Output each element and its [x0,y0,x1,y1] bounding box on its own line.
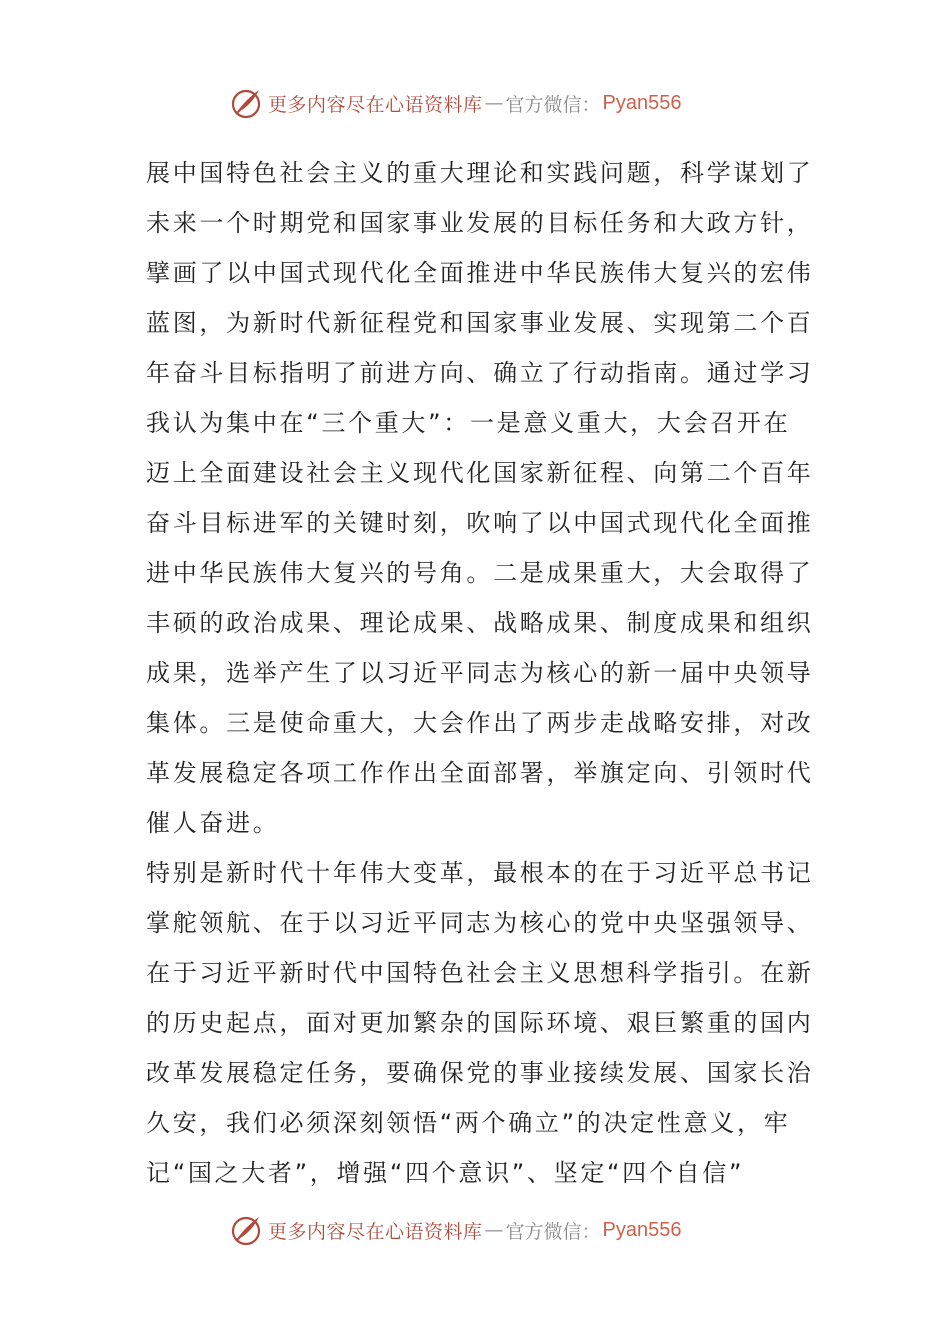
watermark-wechat-label: 官方微信： [505,1220,601,1243]
watermark-text: 更多内容尽在心语资料库 [268,1220,483,1243]
text-line: 成果，选举产生了以习近平同志为核心的新一届中央领导 [146,659,814,687]
text-line: 集体。三是使命重大，大会作出了两步走战略安排，对改 [146,709,814,737]
text-line: 展中国特色社会主义的重大理论和实践问题，科学谋划了 [146,159,814,187]
document-body [146,148,814,1198]
quill-logo-icon [228,85,264,121]
quill-logo-icon [228,1212,264,1248]
text-line: 革发展稳定各项工作作出全面部署，举旗定向、引领时代 [146,759,814,787]
text-line: 擘画了以中国式现代化全面推进中华民族伟大复兴的宏伟 [146,259,814,287]
text-line: 我认为集中在“三个重大”：一是意义重大，大会召开在 [146,409,791,437]
text-line: 在于习近平新时代中国特色社会主义思想科学指引。在新 [146,959,814,987]
text-line: 丰硕的政治成果、理论成果、战略成果、制度成果和组织 [146,609,814,637]
watermark-wechat-id: Pyan556 [602,91,682,114]
text-line: 改革发展稳定任务，要确保党的事业接续发展、国家长治 [146,1059,814,1087]
watermark-wechat-id: Pyan556 [602,1218,682,1241]
watermark-text: 更多内容尽在心语资料库 [268,93,483,116]
watermark-separator: — [484,1219,504,1241]
text-line: 年奋斗目标指明了前进方向、确立了行动指南。通过学习 [146,359,814,387]
text-line: 未来一个时期党和国家事业发展的目标任务和大政方针， [146,209,814,237]
watermark-separator: — [484,92,504,114]
text-line: 迈上全面建设社会主义现代化国家新征程、向第二个百年 [146,459,814,487]
text-line: 掌舵领航、在于以习近平同志为核心的党中央坚强领导、 [146,909,814,937]
text-line: 奋斗目标进军的关键时刻，吹响了以中国式现代化全面推 [146,509,814,537]
watermark-wechat-label: 官方微信： [505,93,601,116]
text-line: 蓝图，为新时代新征程党和国家事业发展、实现第二个百 [146,309,814,337]
text-line: 进中华民族伟大复兴的号角。二是成果重大，大会取得了 [146,559,814,587]
text-line: 久安，我们必须深刻领悟“两个确立”的决定性意义，牢 [146,1109,791,1137]
watermark-header [228,83,728,123]
text-line: 催人奋进。 [146,809,280,837]
text-line: 的历史起点，面对更加繁杂的国际环境、艰巨繁重的国内 [146,1009,814,1037]
text-line: 特别是新时代十年伟大变革，最根本的在于习近平总书记 [146,859,814,887]
watermark-footer [228,1210,728,1250]
text-line: 记“国之大者”，增强“四个意识”、坚定“四个自信” [146,1159,745,1187]
